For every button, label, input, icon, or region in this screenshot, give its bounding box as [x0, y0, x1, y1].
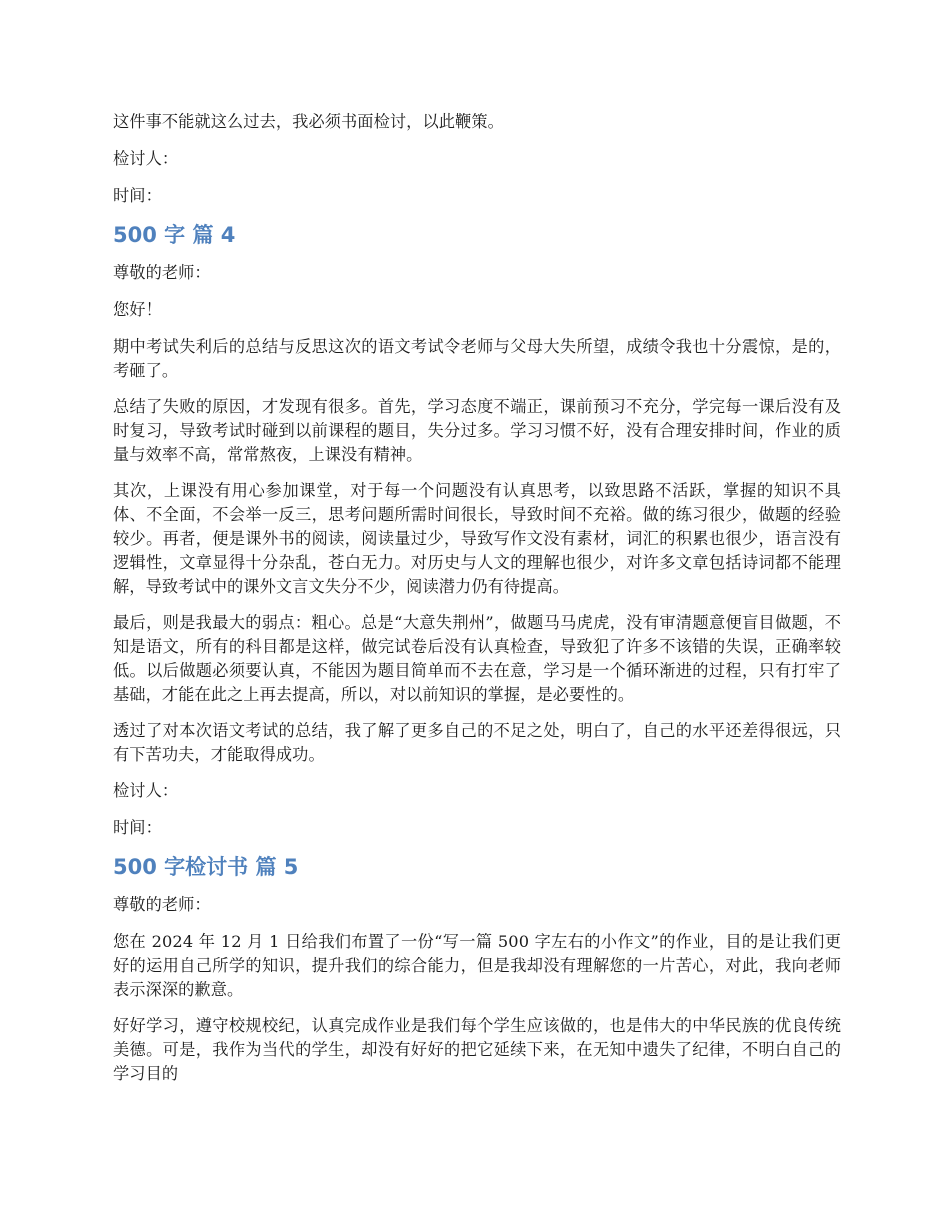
paragraph-body: 总结了失败的原因，才发现有很多。首先，学习态度不端正，课前预习不充分，学完每一课后没有及时复习，导致考试时碰到以前课程的题目，失分过多。学习习惯不好，没有合理安排时间，作业的质量与效率不高，常常熬夜，上课没有精神。 [113, 397, 841, 464]
paragraph-body: 其次，上课没有用心参加课堂，对于每一个问题没有认真思考，以致思路不活跃，掌握的知识不具体、不全面，不会举一反三，思考问题所需时间很长，导致时间不充裕。做的练习很少，做题的经验较少。再者，便是课外书的阅读，阅读量过少，导致写作文没有素材，词汇的积累也很少，语言没有逻辑性，文章显得十分杂乱，苍白无力。对历史与人文的理解也很少，对许多文章包括诗词都不能理解，导致考试中的课外文言文失分不少，阅读潜力仍有待提高。 [113, 481, 841, 596]
paragraph-body: 透过了对本次语文考试的总结，我了解了更多自己的不足之处，明白了，自己的水平还差得很远，只有下苦功夫，才能取得成功。 [113, 721, 841, 764]
section-heading-5: 500 字检讨书 篇 5 [113, 855, 299, 879]
paragraph-date: 时间： [113, 818, 162, 837]
paragraph-signer: 检讨人： [113, 781, 179, 800]
paragraph-salutation: 尊敬的老师： [113, 263, 211, 282]
paragraph-greeting: 您好！ [113, 300, 162, 319]
paragraph-closing-statement: 这件事不能就这么过去，我必须书面检讨，以此鞭策。 [113, 112, 504, 131]
paragraph-body: 最后，则是我最大的弱点：粗心。总是“大意失荆州”，做题马马虎虎，没有审清题意便盲目做题，不知是语文，所有的科目都是这样，做完试卷后没有认真检查，导致犯了许多不该错的失误，正确率较低。以后做题必须要认真，不能因为题目简单而不去在意，学习是一个循环渐进的过程，只有打牢了基础，才能在此之上再去提高，所以，对以前知识的掌握，是必要性的。 [113, 613, 841, 704]
paragraph-body: 您在 2024 年 12 月 1 日给我们布置了一份“写一篇 500 字左右的小作文”的作业，目的是让我们更好的运用自己所学的知识，提升我们的综合能力，但是我却没有理解您的一片苦心，对此，我向老师表示深深的歉意。 [113, 932, 841, 999]
paragraph-signer: 检讨人： [113, 149, 179, 168]
paragraph-body: 好好学习，遵守校规校纪，认真完成作业是我们每个学生应该做的，也是伟大的中华民族的优良传统美德。可是，我作为当代的学生，却没有好好的把它延续下来，在无知中遗失了纪律，不明白自己的学习目的 [113, 1016, 841, 1083]
paragraph-body: 期中考试失利后的总结与反思这次的语文考试令老师与父母大失所望，成绩令我也十分震惊，是的，考砸了。 [113, 337, 841, 380]
document-page [113, 110, 841, 1098]
section-heading-4: 500 字 篇 4 [113, 223, 236, 247]
paragraph-date: 时间： [113, 186, 162, 205]
paragraph-salutation: 尊敬的老师： [113, 895, 211, 914]
